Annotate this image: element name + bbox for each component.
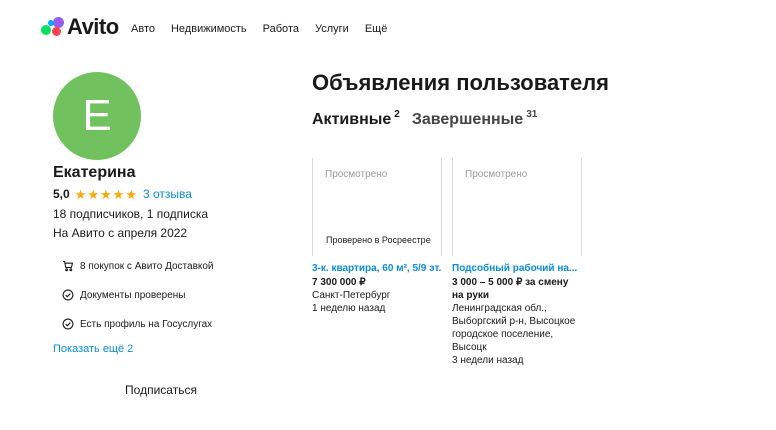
- tab-count: 31: [526, 109, 538, 120]
- badge-label: Есть профиль на Госуслугах: [80, 318, 213, 330]
- profile-name: Екатерина: [53, 164, 136, 181]
- rating-value: 5,0: [53, 187, 70, 201]
- member-since: На Авито с апреля 2022: [53, 226, 188, 240]
- viewed-label: Просмотрено: [325, 169, 388, 180]
- listing-price: 7 300 000 ₽: [312, 277, 366, 288]
- subscribers-count[interactable]: 18 подписчиков, 1 подписка: [53, 207, 209, 221]
- logo-dots-icon: [40, 15, 64, 39]
- tab-completed[interactable]: [412, 111, 537, 129]
- main-nav: [131, 23, 387, 35]
- listing-thumbnail[interactable]: [312, 158, 442, 256]
- star-icon: ★: [112, 186, 125, 202]
- tab-count: 2: [394, 109, 400, 120]
- nav-item-services[interactable]: Услуги: [314, 23, 349, 35]
- star-icon: ★: [74, 186, 87, 202]
- tab-label: Завершенные: [411, 111, 524, 128]
- check-circle-icon: [62, 289, 74, 301]
- cart-icon: [62, 260, 74, 272]
- nav-item-more[interactable]: Ещё: [364, 23, 388, 35]
- nav-item-auto[interactable]: Авто: [131, 23, 155, 35]
- rosreestr-badge: Проверено в Росреестре: [321, 233, 436, 247]
- avatar: Е: [53, 72, 141, 160]
- avito-logo[interactable]: [40, 15, 119, 39]
- tab-active[interactable]: [312, 111, 400, 129]
- listing-price: 3 000 – 5 000 ₽ за смену на руки: [452, 277, 569, 301]
- profile-badges: [62, 259, 214, 346]
- badge-gosuslugi: [62, 317, 214, 331]
- nav-item-jobs[interactable]: Работа: [262, 23, 299, 35]
- rating-row: [53, 187, 192, 201]
- rating-stars: [75, 188, 137, 201]
- nav-item-realty[interactable]: Недвижимость: [170, 23, 247, 35]
- show-more-link[interactable]: Показать ещё 2: [53, 343, 134, 355]
- viewed-label: Просмотрено: [465, 169, 528, 180]
- listing-title-link[interactable]: Подсобный рабочий на...: [452, 263, 578, 274]
- listing-date: 3 недели назад: [452, 355, 524, 366]
- tab-label: Активные: [312, 111, 392, 128]
- listing-tabs: [312, 111, 537, 129]
- check-circle-icon: [62, 318, 74, 330]
- reviews-link[interactable]: 3 отзыва: [142, 187, 192, 201]
- badge-label: Документы проверены: [80, 289, 186, 301]
- listing-date: 1 неделю назад: [312, 303, 386, 314]
- logo-text: Avito: [67, 14, 119, 39]
- listing-thumbnail[interactable]: [452, 158, 582, 256]
- subscribe-button[interactable]: Подписаться: [53, 378, 269, 402]
- star-icon: ★: [125, 186, 137, 202]
- listing-location: Санкт-Петербург: [312, 290, 391, 301]
- badge-delivery-purchases: [62, 259, 214, 273]
- star-icon: ★: [100, 186, 112, 202]
- badge-documents-verified: [62, 288, 214, 302]
- listing-card[interactable]: [452, 158, 582, 367]
- listing-card[interactable]: [312, 158, 442, 315]
- listing-title-link[interactable]: 3-к. квартира, 60 м², 5/9 эт.: [312, 263, 442, 274]
- star-icon: ★: [87, 186, 99, 202]
- page-title: Объявления пользователя: [312, 70, 609, 95]
- listing-location: Ленинградская обл., Выборгский р-н, Высоцкое городское поселение, Высоцк: [452, 303, 576, 353]
- badge-label: 8 покупок с Авито Доставкой: [80, 260, 214, 272]
